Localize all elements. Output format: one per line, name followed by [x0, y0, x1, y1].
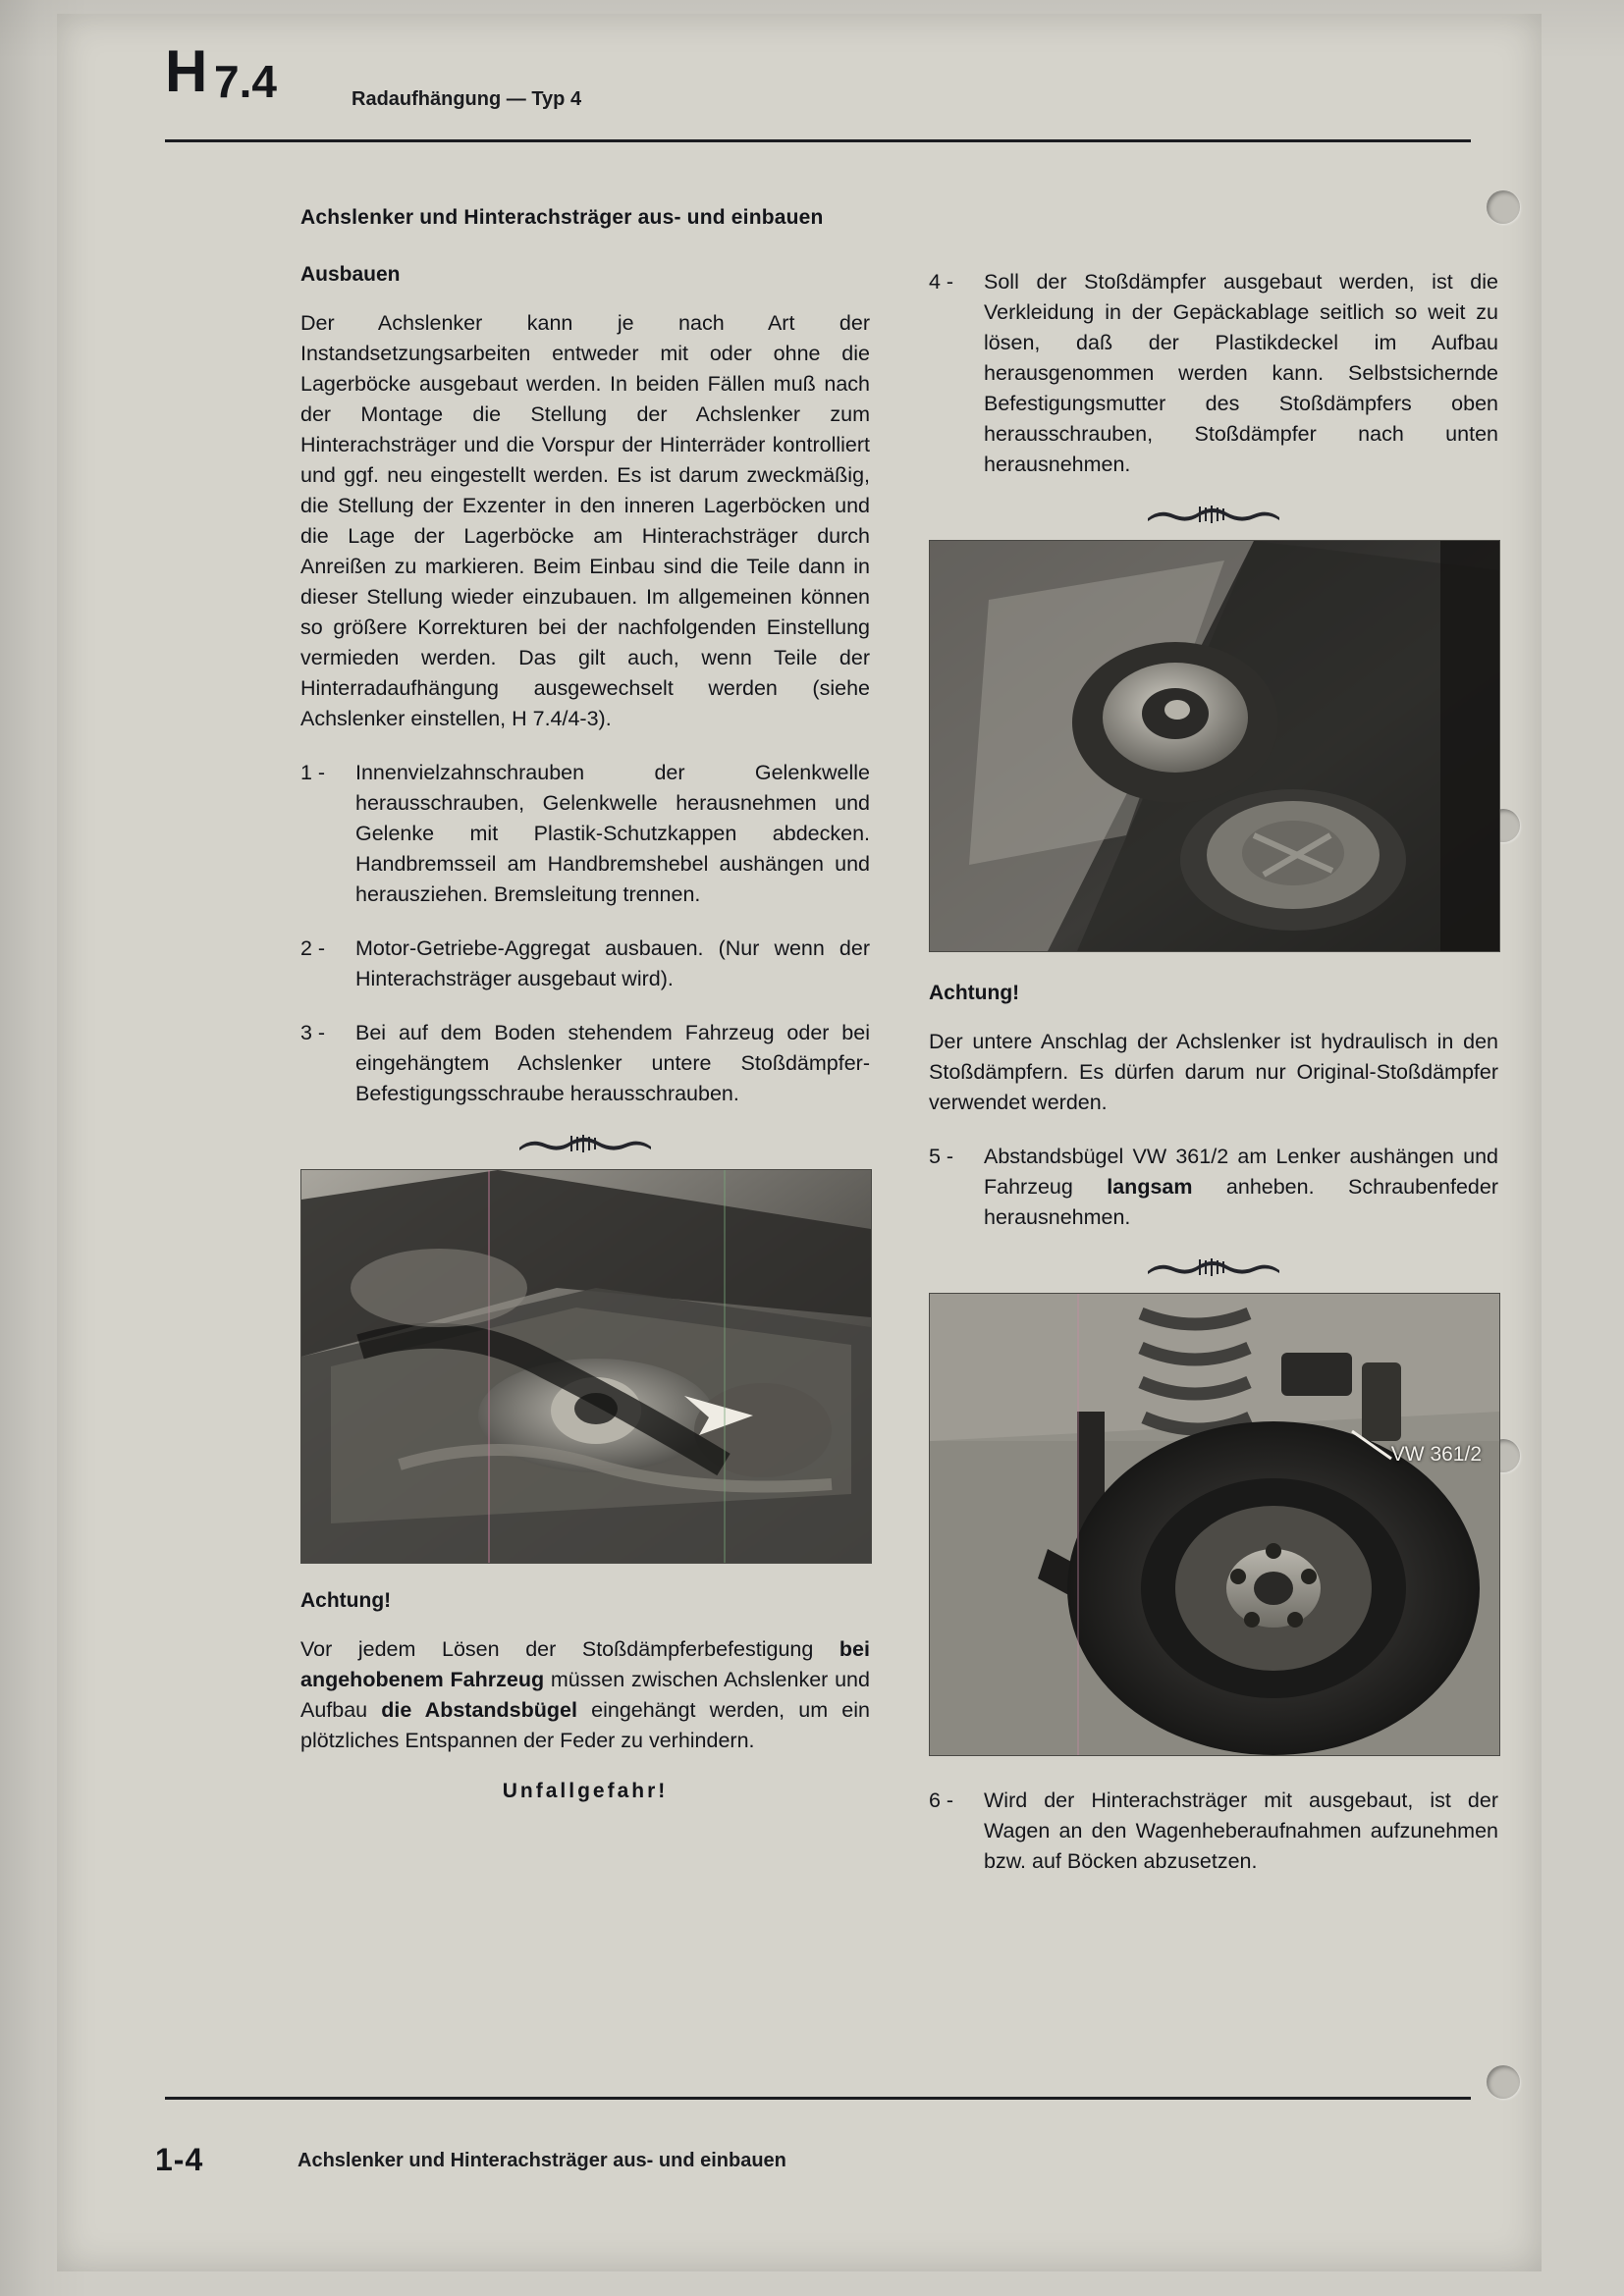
list-item [300, 934, 870, 994]
warning-title-left: Achtung! [300, 1589, 392, 1613]
page-number: 1-4 [155, 2142, 204, 2177]
warning-text-left [300, 1634, 870, 1756]
ornament-icon [929, 1256, 1498, 1279]
punch-hole-icon [1487, 2065, 1520, 2099]
warning-part-bold: die Abstandsbügel [381, 1698, 577, 1723]
header-subtitle: Radaufhängung — Typ 4 [352, 88, 582, 110]
list-item-text: Innenvielzahnschrauben der Gelenkwelle herausschrauben, Gelenkwelle herausnehmen und Gelenke mit Plastik-Schutzkappen abdecken. Handbremsseil am Handbremshebel aushängen und herausziehen. Bremsleitung trennen. [355, 761, 870, 906]
warning-part: müssen zwischen Achslenker und Aufbau [300, 1668, 870, 1723]
list-marker: 5 - [929, 1145, 954, 1169]
warning-title-right: Achtung! [929, 982, 1020, 1005]
manual-page-sheet [57, 14, 1542, 2271]
list-item [929, 1142, 1498, 1233]
page-header [165, 38, 1471, 132]
ornament-icon [300, 1133, 870, 1155]
photo-spacer-bracket-vw361 [929, 1293, 1500, 1756]
photo-shock-absorber-mount [300, 1169, 872, 1564]
left-column [300, 206, 870, 1803]
list-marker: 1 - [300, 761, 326, 784]
subsection-title: Ausbauen [300, 263, 401, 286]
chapter-letter: H [165, 38, 207, 104]
warning-part: Vor jedem Lösen der Stoßdämpferbefestigung [300, 1637, 839, 1662]
photo-label-vw361: VW 361/2 [1390, 1443, 1482, 1467]
footer-title: Achslenker und Hinterachsträger aus- und einbauen [298, 2150, 786, 2171]
photo-luggage-compartment-cover [929, 540, 1500, 952]
list-item-text: Bei auf dem Boden stehendem Fahrzeug oder bei eingehängtem Achslenker untere Stoßdämpfer-Befestigungsschraube herausschrauben. [355, 1021, 870, 1105]
warning-part-bold: bei angehobenem Fahrzeug [300, 1637, 870, 1692]
list-item [929, 1786, 1498, 1877]
step5-part-bold: langsam [1107, 1175, 1193, 1200]
list-item-text: Soll der Stoßdämpfer ausgebaut werden, ist die Verkleidung in der Gepäckablage seitlich so weit zu lösen, daß der Plastikdeckel im Aufbau herausgenommen werden kann. Selbstsichernde Befestigungsmutter des Stoßdämpfers oben herausschrauben, Stoßdämpfer nach unten herausnehmen. [984, 270, 1498, 476]
list-item [300, 1018, 870, 1109]
ornament-icon [929, 504, 1498, 526]
list-marker: 4 - [929, 270, 954, 294]
page-title: Achslenker und Hinterachsträger aus- und einbauen [300, 206, 824, 229]
list-item [300, 758, 870, 910]
footer-divider [165, 2097, 1471, 2100]
chapter-number: 7.4 [214, 56, 277, 107]
list-marker: 2 - [300, 936, 326, 960]
step5-part: Abstandsbügel VW 361/2 am Lenker aushängen und Fahrzeug [984, 1145, 1498, 1200]
list-item-text: Motor-Getriebe-Aggregat ausbauen. (Nur wenn der Hinterachsträger ausgebaut wird). [355, 936, 870, 990]
list-item-text: Wird der Hinterachsträger mit ausgebaut, ist der Wagen an den Wagenheberaufnahmen aufzunehmen bzw. auf Böcken abzusetzen. [984, 1789, 1498, 1874]
list-marker: 3 - [300, 1021, 326, 1044]
warning-text-right: Der untere Anschlag der Achslenker ist hydraulisch in den Stoßdämpfern. Es dürfen darum nur Original-Stoßdämpfer verwendet werden. [929, 1030, 1498, 1115]
warning-footer-left: Unfallgefahr! [502, 1780, 669, 1803]
intro-paragraph: Der Achslenker kann je nach Art der Instandsetzungsarbeiten entweder mit oder ohne die Lagerböcke ausgebaut werden. In beiden Fällen muß nach der Montage die Stellung der Achslenker zum Hinterachsträger und die Vorspur der Hinterräder kontrolliert und ggf. neu eingestellt werden. Es ist darum zweckmäßig, die Stellung der Exzenter in den inneren Lagerböcken und die Lage der Lagerböcke am Hinterachsträger durch Anreißen zu markieren. Beim Einbau sind die Teile dann in dieser Stellung wieder einzubauen. Im allgemeinen können so größere Korrekturen bei der nachfolgenden Einstellung vermieden werden. Das gilt auch, wenn Teile der Hinterradaufhängung ausgewechselt werden (siehe Achslenker einstellen, H 7.4/4-3). [300, 311, 870, 730]
list-item-text [984, 1145, 1498, 1229]
list-item [929, 267, 1498, 480]
right-column [929, 267, 1498, 1900]
step5-part: anheben. Schraubenfeder herausnehmen. [984, 1175, 1498, 1230]
list-marker: 6 - [929, 1789, 954, 1813]
header-divider [165, 139, 1471, 142]
punch-hole-icon [1487, 190, 1520, 224]
warning-part: eingehängt werden, um ein plötzliches Entspannen der Feder zu verhindern. [300, 1698, 870, 1753]
